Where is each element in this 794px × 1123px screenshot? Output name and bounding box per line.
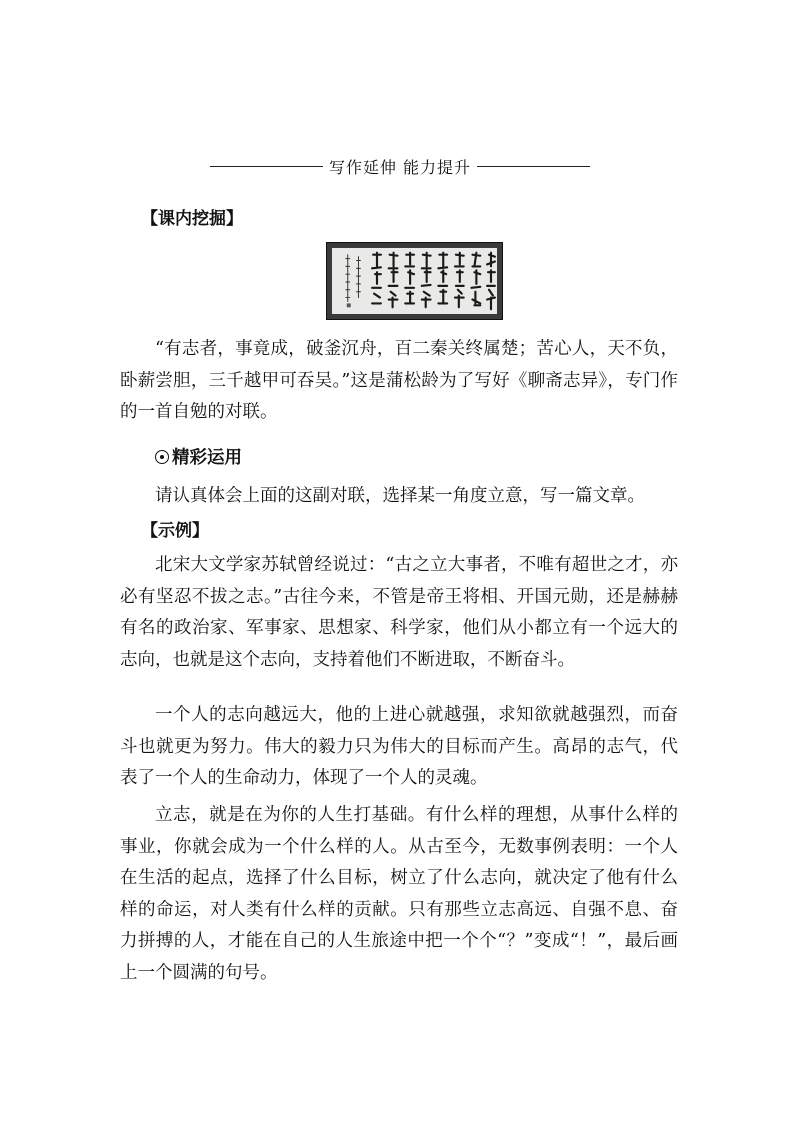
application-heading-row: [155, 444, 242, 469]
example-paragraph-3: 立志，就是在为你的人生打基础。有什么样的理想，从事什么样的事业，你就会成为一个什么样的人。从古至今，无数事例表明：一个人在生活的起点，选择了什么目标，树立了什么志向，就决定了他有什么样的命运，对人类有什么样的贡献。只有那些立志高远、自强不息、奋力拼搏的人，才能在自己的人生旅途中把一个个“？”变成“！”，最后画上一个圆满的句号。: [120, 805, 678, 983]
example-paragraph-1: 北宋大文学家苏轼曾经说过：“古之立大事者，不唯有超世之才，亦必有坚忍不拔之志。”古往今来，不管是帝王将相、开国元勋，还是赫赫有名的政治家、军事家、思想家、科学家，他们从小都立有一个远大的志向，也就是这个志向，支持着他们不断进取，不断奋斗。: [120, 555, 678, 670]
bullseye-icon: [155, 450, 169, 464]
section-header: [210, 154, 590, 178]
example-paragraph-2: 一个人的志向越远大，他的上进心就越强，求知欲就越强烈，而奋斗也就更为努力。伟大的毅力只为伟大的目标而产生。高昂的志气，代表了一个人的生命动力，体现了一个人的灵魂。: [120, 705, 678, 788]
calligraphy-strokes: [327, 243, 502, 319]
couplet-calligraphy-image: [326, 242, 503, 320]
header-rule-right: [477, 166, 590, 167]
application-task: 请认真体会上面的这副对联，选择某一角度立意，写一篇文章。: [155, 486, 645, 506]
application-heading: 精彩运用: [172, 448, 242, 468]
classroom-heading: 【课内挖掘】: [141, 209, 243, 229]
intro-paragraph: “有志者，事竟成，破釜沉舟，百二秦关终属楚；苦心人，天不负，卧薪尝胆，三千越甲可吞吴。”这是蒲松龄为了写好《聊斋志异》，专门作的一首自勉的对联。: [120, 339, 678, 422]
section-title: 写作延伸 能力提升: [328, 157, 472, 177]
example-heading: 【示例】: [141, 521, 209, 541]
header-rule-left: [210, 166, 323, 167]
